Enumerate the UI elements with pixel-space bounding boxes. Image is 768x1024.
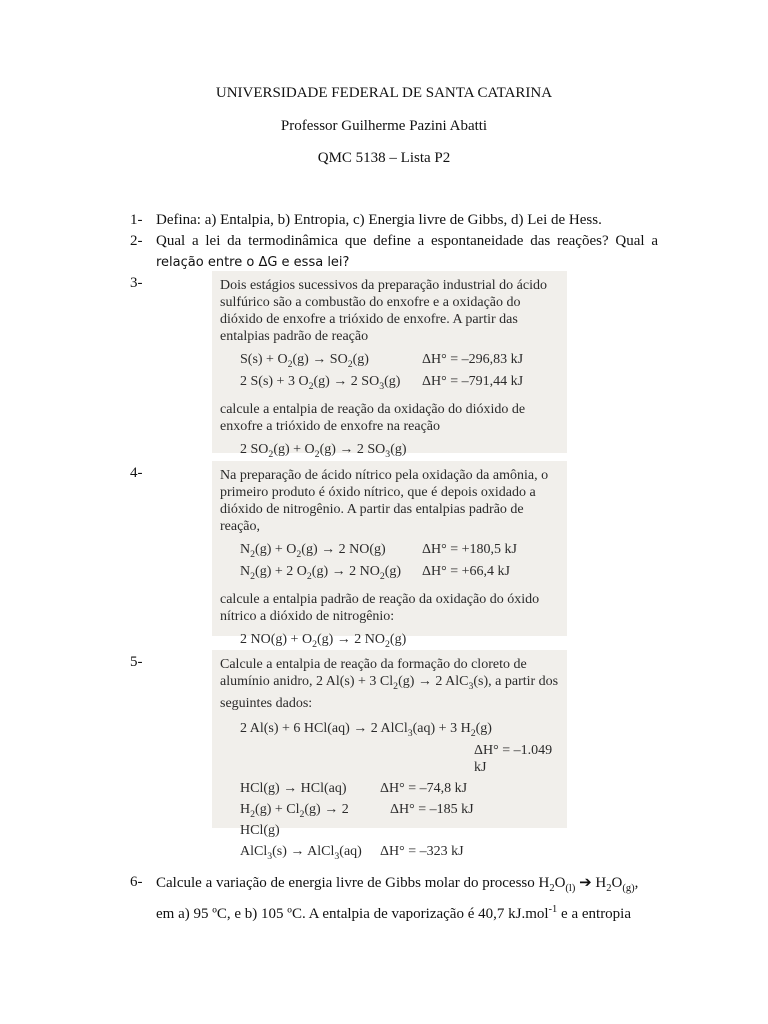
course-title: QMC 5138 – Lista P2 bbox=[317, 150, 451, 166]
scanned-problem-5 bbox=[212, 650, 567, 863]
problem-intro: Calcule a entalpia de reação da formação do cloreto de alumínio anidro, 2 Al(s) + 3 $Cl_2(g) \to 2$ AlC$_3$(s), a partir dos seguintes dados: bbox=[220, 657, 559, 711]
equation-enthalpy: ΔH° = –74,8 kJ bbox=[380, 780, 468, 796]
question-text-line2: relação entre o ΔG e essa lei? bbox=[156, 255, 350, 270]
question-number: 4- bbox=[130, 465, 143, 481]
equation-enthalpy: ΔH° = –185 kJ bbox=[390, 801, 474, 817]
question-number: 2- bbox=[130, 233, 143, 249]
question-text-line2: em a) 95 ºC, e b) 105 ºC. A entalpia de vaporização é 40,7 kJ.mol$^{-1}$ e a entropia bbox=[156, 904, 632, 922]
arrow-icon: ➔ bbox=[579, 873, 592, 891]
equation-formula: $H_2(g) + Cl_2(g) \to 2$ HCl(g) bbox=[240, 801, 349, 839]
equation bbox=[240, 801, 559, 840]
equation bbox=[240, 780, 559, 797]
equation-list bbox=[240, 720, 559, 865]
target-equation: 2 $NO(g) + O_2(g) \to 2$ $NO_2(g)$ bbox=[240, 631, 407, 650]
equation-formula: $N_2(g) + 2$ $O_2(g) \to 2$ $NO_2(g)$ bbox=[240, 563, 402, 582]
equation-formula: HCl(g) → HCl(aq) bbox=[240, 780, 347, 796]
equation bbox=[240, 720, 559, 776]
question-text: Defina: a) Entalpia, b) Entropia, c) Energia livre de Gibbs, d) Lei de Hess. bbox=[156, 212, 602, 228]
equation bbox=[240, 351, 559, 373]
question-text-line1: Qual a lei da termodinâmica que define a espontaneidade das reações? Qual a bbox=[156, 233, 658, 249]
question-number: 1- bbox=[130, 212, 143, 228]
equation-formula: $N_2(g) + O_2(g) \to 2$ NO(g) bbox=[240, 542, 386, 560]
question-2 bbox=[130, 231, 658, 273]
equation-formula: $S(s) + O_2(g) \to SO_2(g)$ bbox=[240, 352, 369, 370]
scanned-problem-4 bbox=[212, 461, 567, 650]
equation bbox=[240, 563, 559, 585]
equation-enthalpy: ΔH° = –1.049 kJ bbox=[474, 742, 553, 775]
problem-question: calcule a entalpia de reação da oxidação do dióxido de enxofre a trióxido de enxofre na reação bbox=[220, 401, 526, 434]
equation-enthalpy: ΔH° = +180,5 kJ bbox=[422, 542, 517, 557]
equation bbox=[240, 541, 559, 563]
question-number: 6- bbox=[130, 874, 143, 890]
question-number: 3- bbox=[130, 275, 143, 291]
equation-list bbox=[240, 351, 559, 395]
equation-enthalpy: ΔH° = –791,44 kJ bbox=[422, 373, 524, 389]
equation bbox=[240, 373, 559, 395]
equation-enthalpy: ΔH° = –296,83 kJ bbox=[422, 352, 524, 367]
question-text bbox=[156, 231, 658, 273]
scanned-problem-3 bbox=[212, 271, 567, 460]
question-1 bbox=[130, 210, 658, 231]
problem-intro: Dois estágios sucessivos da preparação industrial do ácido sulfúrico são a combustão do enxofre e a oxidação do dióxido de enxofre a trióxido de enxofre. A partir das entalpias padrão de reação bbox=[220, 278, 547, 344]
equation-enthalpy: ΔH° = +66,4 kJ bbox=[422, 563, 510, 579]
equation-enthalpy: ΔH° = –323 kJ bbox=[380, 844, 464, 860]
professor-name: Professor Guilherme Pazini Abatti bbox=[280, 118, 488, 134]
question-text bbox=[156, 872, 658, 925]
equation-list bbox=[240, 541, 559, 585]
equation bbox=[240, 843, 559, 865]
equation-formula: 2 Al(s) + 6 HCl(aq) → 2 AlCl$_3$(aq) + 3 $H_2(g)$ bbox=[240, 720, 492, 739]
problem-intro: Na preparação de ácido nítrico pela oxidação da amônia, o primeiro produto é óxido nítrico, que é depois oxidado a dióxido de nitrogênio. A partir das entalpias padrão de reação, bbox=[220, 468, 549, 534]
equation-formula: 2 S(s) + 3 $O_2(g) \to 2$ $SO_3(g)$ bbox=[240, 373, 401, 392]
equation-formula: AlCl$_3$(s) → AlCl$_3$(aq) bbox=[240, 844, 362, 863]
university-title: UNIVERSIDADE FEDERAL DE SANTA CATARINA bbox=[215, 85, 553, 101]
question-number: 5- bbox=[130, 654, 143, 670]
problem-question: calcule a entalpia padrão de reação da oxidação do óxido nítrico a dióxido de nitrogênio: bbox=[220, 591, 540, 624]
question-6 bbox=[130, 872, 658, 925]
target-equation: 2 $SO_2(g) + O_2(g) \to 2$ $SO_3(g)$ bbox=[240, 441, 407, 460]
question-text-line1: Calcule a variação de energia livre de Gibbs molar do processo $H_2O_{(l)}$ ➔ $H_2O_{(g)}$, bbox=[156, 873, 639, 894]
